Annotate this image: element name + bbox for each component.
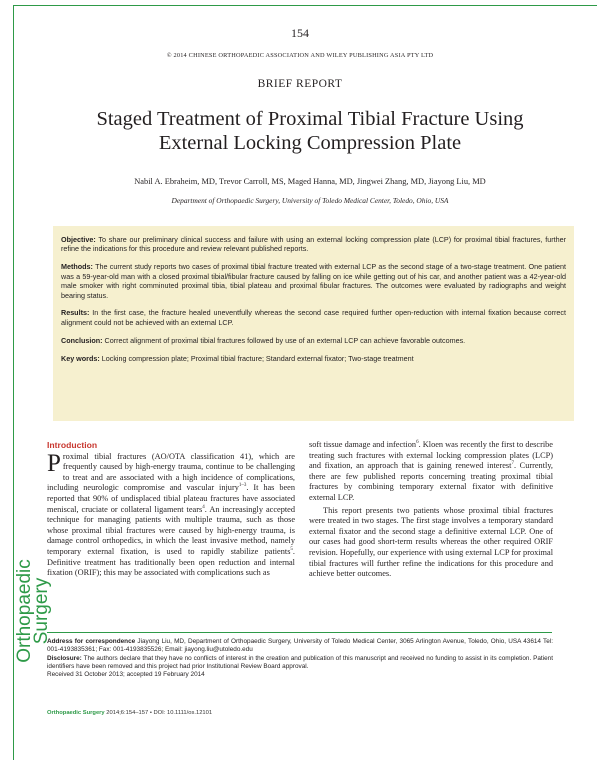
methods-heading: Methods:	[61, 262, 93, 272]
citation-footer	[47, 710, 447, 716]
page-number: 154	[291, 26, 309, 40]
objective-heading: Objective:	[61, 235, 96, 244]
affiliation: Department of Orthopaedic Surgery, University of Toledo Medical Center, Toledo, Ohio, USA	[171, 196, 449, 205]
keywords-heading: Key words:	[61, 353, 100, 363]
citation-journal: Orthopaedic Surgery	[47, 710, 105, 716]
journal-logo-line-2: Surgery	[31, 577, 52, 645]
citation-sup: 6	[416, 440, 419, 446]
intro-paragraph-2: This report presents two patients whose proximal tibial fractures were treated in two stages. The first stage involves a temporary standard external fixator and the second stage a definitive external LCP. One of our cases had good short-term results whereas the other required ORIF revision. Hopefully, our experience with using external LCP for proximal tibial fractures will further refine the indications for this procedure and achieve better outcomes.	[309, 505, 553, 579]
page-frame-top-rule	[13, 5, 597, 6]
intro-text-d: . Definitive treatment has traditionally been open reduction and internal fixation (ORIF); this may be associated with complications such as	[47, 546, 295, 578]
drop-cap: P	[47, 449, 61, 477]
abstract-conclusion	[61, 336, 566, 345]
citation-sup: 4	[202, 504, 205, 510]
conclusion-text: Correct alignment of proximal tibial fractures followed by use of an external LCP can achieve favorable outcomes.	[104, 335, 466, 345]
body-column-right	[309, 440, 553, 580]
correspondence-footnote	[47, 638, 553, 680]
results-heading: Results:	[61, 308, 90, 318]
abstract-methods	[61, 262, 566, 300]
keywords-text: Locking compression plate; Proximal tibial fracture; Standard external fixator; Two-stage treatment	[101, 353, 414, 363]
conclusion-heading: Conclusion:	[61, 335, 103, 345]
intro-paragraph-1	[47, 449, 295, 579]
intro-text-c: . An increasingly accepted technique for managing patients with multiple trauma, such as those whose proximal tibial fractures were caused by high-energy trauma, is damage control orthopedics, in which the least invasive method, namely temporary external fixation, is used to rapidly stabilize patients	[47, 504, 295, 556]
intro-paragraph-1-cont	[309, 440, 553, 504]
journal-logo-vertical	[16, 526, 50, 696]
author-list: Nabil A. Ebraheim, MD, Trevor Carroll, MS, Maged Hanna, MD, Jingwei Zhang, MD, Jiayong Liu, MD	[134, 177, 486, 186]
disclosure	[47, 655, 553, 671]
section-type: BRIEF REPORT	[257, 78, 343, 90]
received-dates: Received 31 October 2013; accepted 19 February 2014	[47, 671, 205, 679]
disclosure-heading: Disclosure:	[47, 654, 82, 662]
intro-text-g: . Currently, there are few published reports concerning treating proximal tibial fractures by combining temporary external fixator with definitive external LCP.	[309, 461, 553, 502]
citation-details: 2014;6:154–157 • DOI: 10.1111/os.12101	[106, 710, 213, 716]
abstract-box	[53, 226, 574, 421]
methods-text: The current study reports two cases of proximal tibial fracture treated with external LCP as the second stage of a two-stage treatment. One patient was a 59-year-old man with a closed proximal tibial/fibular fracture caused by falling on ice while getting out of his car, and another patient was a 42-year-old male smoker with right comminuted proximal tibia, tibial plateau and proximal fibular fractures. The outcomes were evaluated by radiographs and weight bearing status.	[61, 262, 566, 300]
copyright-line: © 2014 CHINESE ORTHOPAEDIC ASSOCIATION AND WILEY PUBLISHING ASIA PTY LTD	[166, 52, 434, 59]
title-line-2: External Locking Compression Plate	[158, 132, 462, 154]
address-heading: Address for correspondence	[47, 638, 136, 645]
results-text: In the first case, the fracture healed uneventfully whereas the second case required further open-reduction with internal fixation because correct alignment could not be achieved with an external LCP.	[61, 308, 566, 327]
introduction-heading: Introduction	[47, 440, 98, 450]
article-title	[40, 107, 580, 155]
abstract-objective	[61, 235, 566, 254]
citation-sup: 5	[290, 547, 293, 553]
abstract-results	[61, 308, 566, 327]
abstract-keywords	[61, 354, 566, 363]
body-column-left	[47, 440, 295, 579]
title-line-1: Staged Treatment of Proximal Tibial Fracture Using	[96, 108, 524, 130]
disclosure-text: The authors declare that they have no conflicts of interest in the creation and publication of this manuscript and received no funding to assist in its completion. Patient identifiers have been removed and this project had prior Institutional Review Board approval.	[47, 654, 553, 670]
footnote-divider	[47, 632, 552, 633]
objective-text: To share our preliminary clinical success and failure with using an external locking compression plate (LCP) for proximal tibial fractures, further refine the indications for this procedure and review relevant published reports.	[61, 235, 566, 254]
citation-sup: 7	[511, 461, 514, 467]
journal-logo-line-1: Orthopaedic	[14, 559, 35, 663]
address-for-correspondence	[47, 638, 553, 654]
intro-text-b: . It has been reported that 90% of undisplaced tibial plateau fractures have associated meniscal, cruciate or collateral ligament tears	[47, 483, 295, 514]
intro-text-f: . Kloen was recently the first to describe treating such fractures with external locking compression plates (LCP) and fixation, an approach that is gaining renewed interest	[309, 440, 553, 471]
address-text: Jiayong Liu, MD, Department of Orthopaedic Surgery, University of Toledo Medical Center, 3065 Arlington Avenue, Toledo, Ohio, USA 43614 Tel: 001-4193835361; Fax: 001-4193835526; Email: jiayong.liu@utoledo.edu	[47, 638, 553, 654]
citation-sup: 1–3	[238, 483, 247, 489]
intro-text-a: roximal tibial fractures (AO/OTA classification 41), which are frequently caused by high-energy trauma, continue to be challenging to treat and are associated with a high incidence of complications, including neurologic compromise and vascular injury	[47, 451, 295, 493]
intro-text-e: soft tissue damage and infection	[309, 440, 417, 449]
